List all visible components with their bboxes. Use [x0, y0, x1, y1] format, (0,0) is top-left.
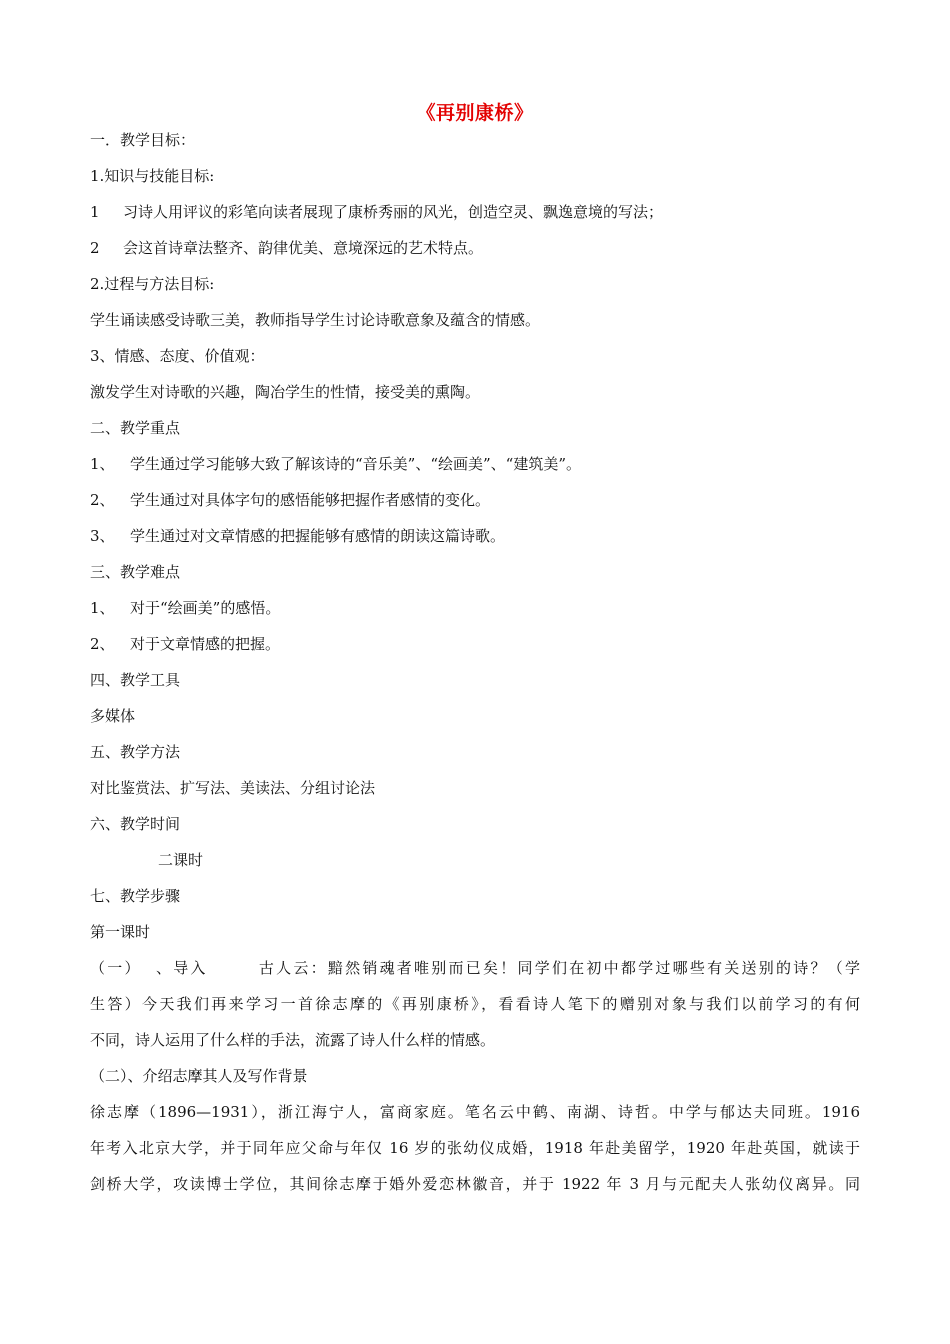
paragraph-intro-first-line: [90, 958, 860, 978]
paragraph-line: 剑桥大学，攻读博士学位，其间徐志摩于婚外爱恋林徽音，并于 1922 年 3 月与元配夫人张幼仪离异。同: [90, 1175, 860, 1193]
paragraph: 二课时: [158, 851, 204, 869]
step-label: （一）: [90, 959, 142, 977]
subheading-first-lesson: 第一课时: [90, 923, 151, 941]
step-title: 、导入: [153, 959, 208, 977]
section-heading-key-points: 二、教学重点: [90, 419, 181, 437]
section-heading-time: 六、教学时间: [90, 815, 181, 833]
paragraph-line: 不同，诗人运用了什么样的手法，流露了诗人什么样的情感。: [90, 1031, 496, 1049]
list-text: 对于文章情感的把握。: [130, 635, 281, 653]
subheading-emotion-values: 3、情感、态度、价值观：: [90, 347, 265, 365]
subheading-author-background: （二）、介绍志摩其人及写作背景: [90, 1067, 308, 1085]
subheading-knowledge-skills: 1.知识与技能目标:: [90, 167, 215, 185]
paragraph-line: 年考入北京大学，并于同年应父命与年仅 16 岁的张幼仪成婚，1918 年赴美留学，1920 年赴英国，就读于: [90, 1139, 860, 1157]
paragraph-line: 生答）今天我们再来学习一首徐志摩的《再别康桥》，看看诗人笔下的赠别对象与我们以前学习的有何: [90, 995, 860, 1013]
list-item: [90, 238, 483, 258]
paragraph-line: 徐志摩（1896—1931），浙江海宁人，富商家庭。笔名云中鹤、南湖、诗哲。中学与郁达夫同班。1916: [90, 1103, 860, 1121]
step-text: 古人云：黯然销魂者唯别而已矣！同学们在初中都学过哪些有关送别的诗？（学: [256, 959, 860, 977]
section-heading-objectives: 一．教学目标：: [90, 131, 196, 149]
list-item: [90, 598, 280, 618]
paragraph: 学生诵读感受诗歌三美，教师指导学生讨论诗歌意象及蕴含的情感。: [90, 311, 541, 329]
list-number: 2、: [90, 491, 115, 509]
list-text: 学生通过对文章情感的把握能够有感情的朗读这篇诗歌。: [130, 527, 506, 545]
list-number: 1、: [90, 455, 115, 473]
list-number: 3、: [90, 527, 115, 545]
list-item: [90, 526, 505, 546]
document-title: 《再别康桥》: [416, 102, 534, 124]
paragraph: 多媒体: [90, 707, 136, 725]
list-item: [90, 202, 663, 222]
list-number: 1、: [90, 599, 115, 617]
paragraph: 对比鉴赏法、扩写法、美读法、分组讨论法: [90, 779, 376, 797]
list-text: 会这首诗章法整齐、韵律优美、意境深远的艺术特点。: [123, 239, 484, 257]
list-text: 学生通过学习能够大致了解该诗的“音乐美”、“绘画美”、“建筑美”。: [130, 455, 582, 473]
section-heading-difficulties: 三、教学难点: [90, 563, 181, 581]
list-item: [90, 490, 490, 510]
list-item: [90, 454, 581, 474]
subheading-process-method: 2.过程与方法目标:: [90, 275, 215, 293]
list-text: 习诗人用评议的彩笔向读者展现了康桥秀丽的风光，创造空灵、飘逸意境的写法；: [123, 203, 664, 221]
section-heading-tools: 四、教学工具: [90, 671, 181, 689]
list-number: 1: [90, 203, 100, 221]
section-heading-steps: 七、教学步骤: [90, 887, 181, 905]
list-number: 2、: [90, 635, 115, 653]
list-text: 学生通过对具体字句的感悟能够把握作者感情的变化。: [130, 491, 491, 509]
section-heading-methods: 五、教学方法: [90, 743, 181, 761]
paragraph: 激发学生对诗歌的兴趣，陶冶学生的性情，接受美的熏陶。: [90, 383, 481, 401]
list-text: 对于“绘画美”的感悟。: [130, 599, 281, 617]
list-item: [90, 634, 280, 654]
list-number: 2: [90, 239, 100, 257]
